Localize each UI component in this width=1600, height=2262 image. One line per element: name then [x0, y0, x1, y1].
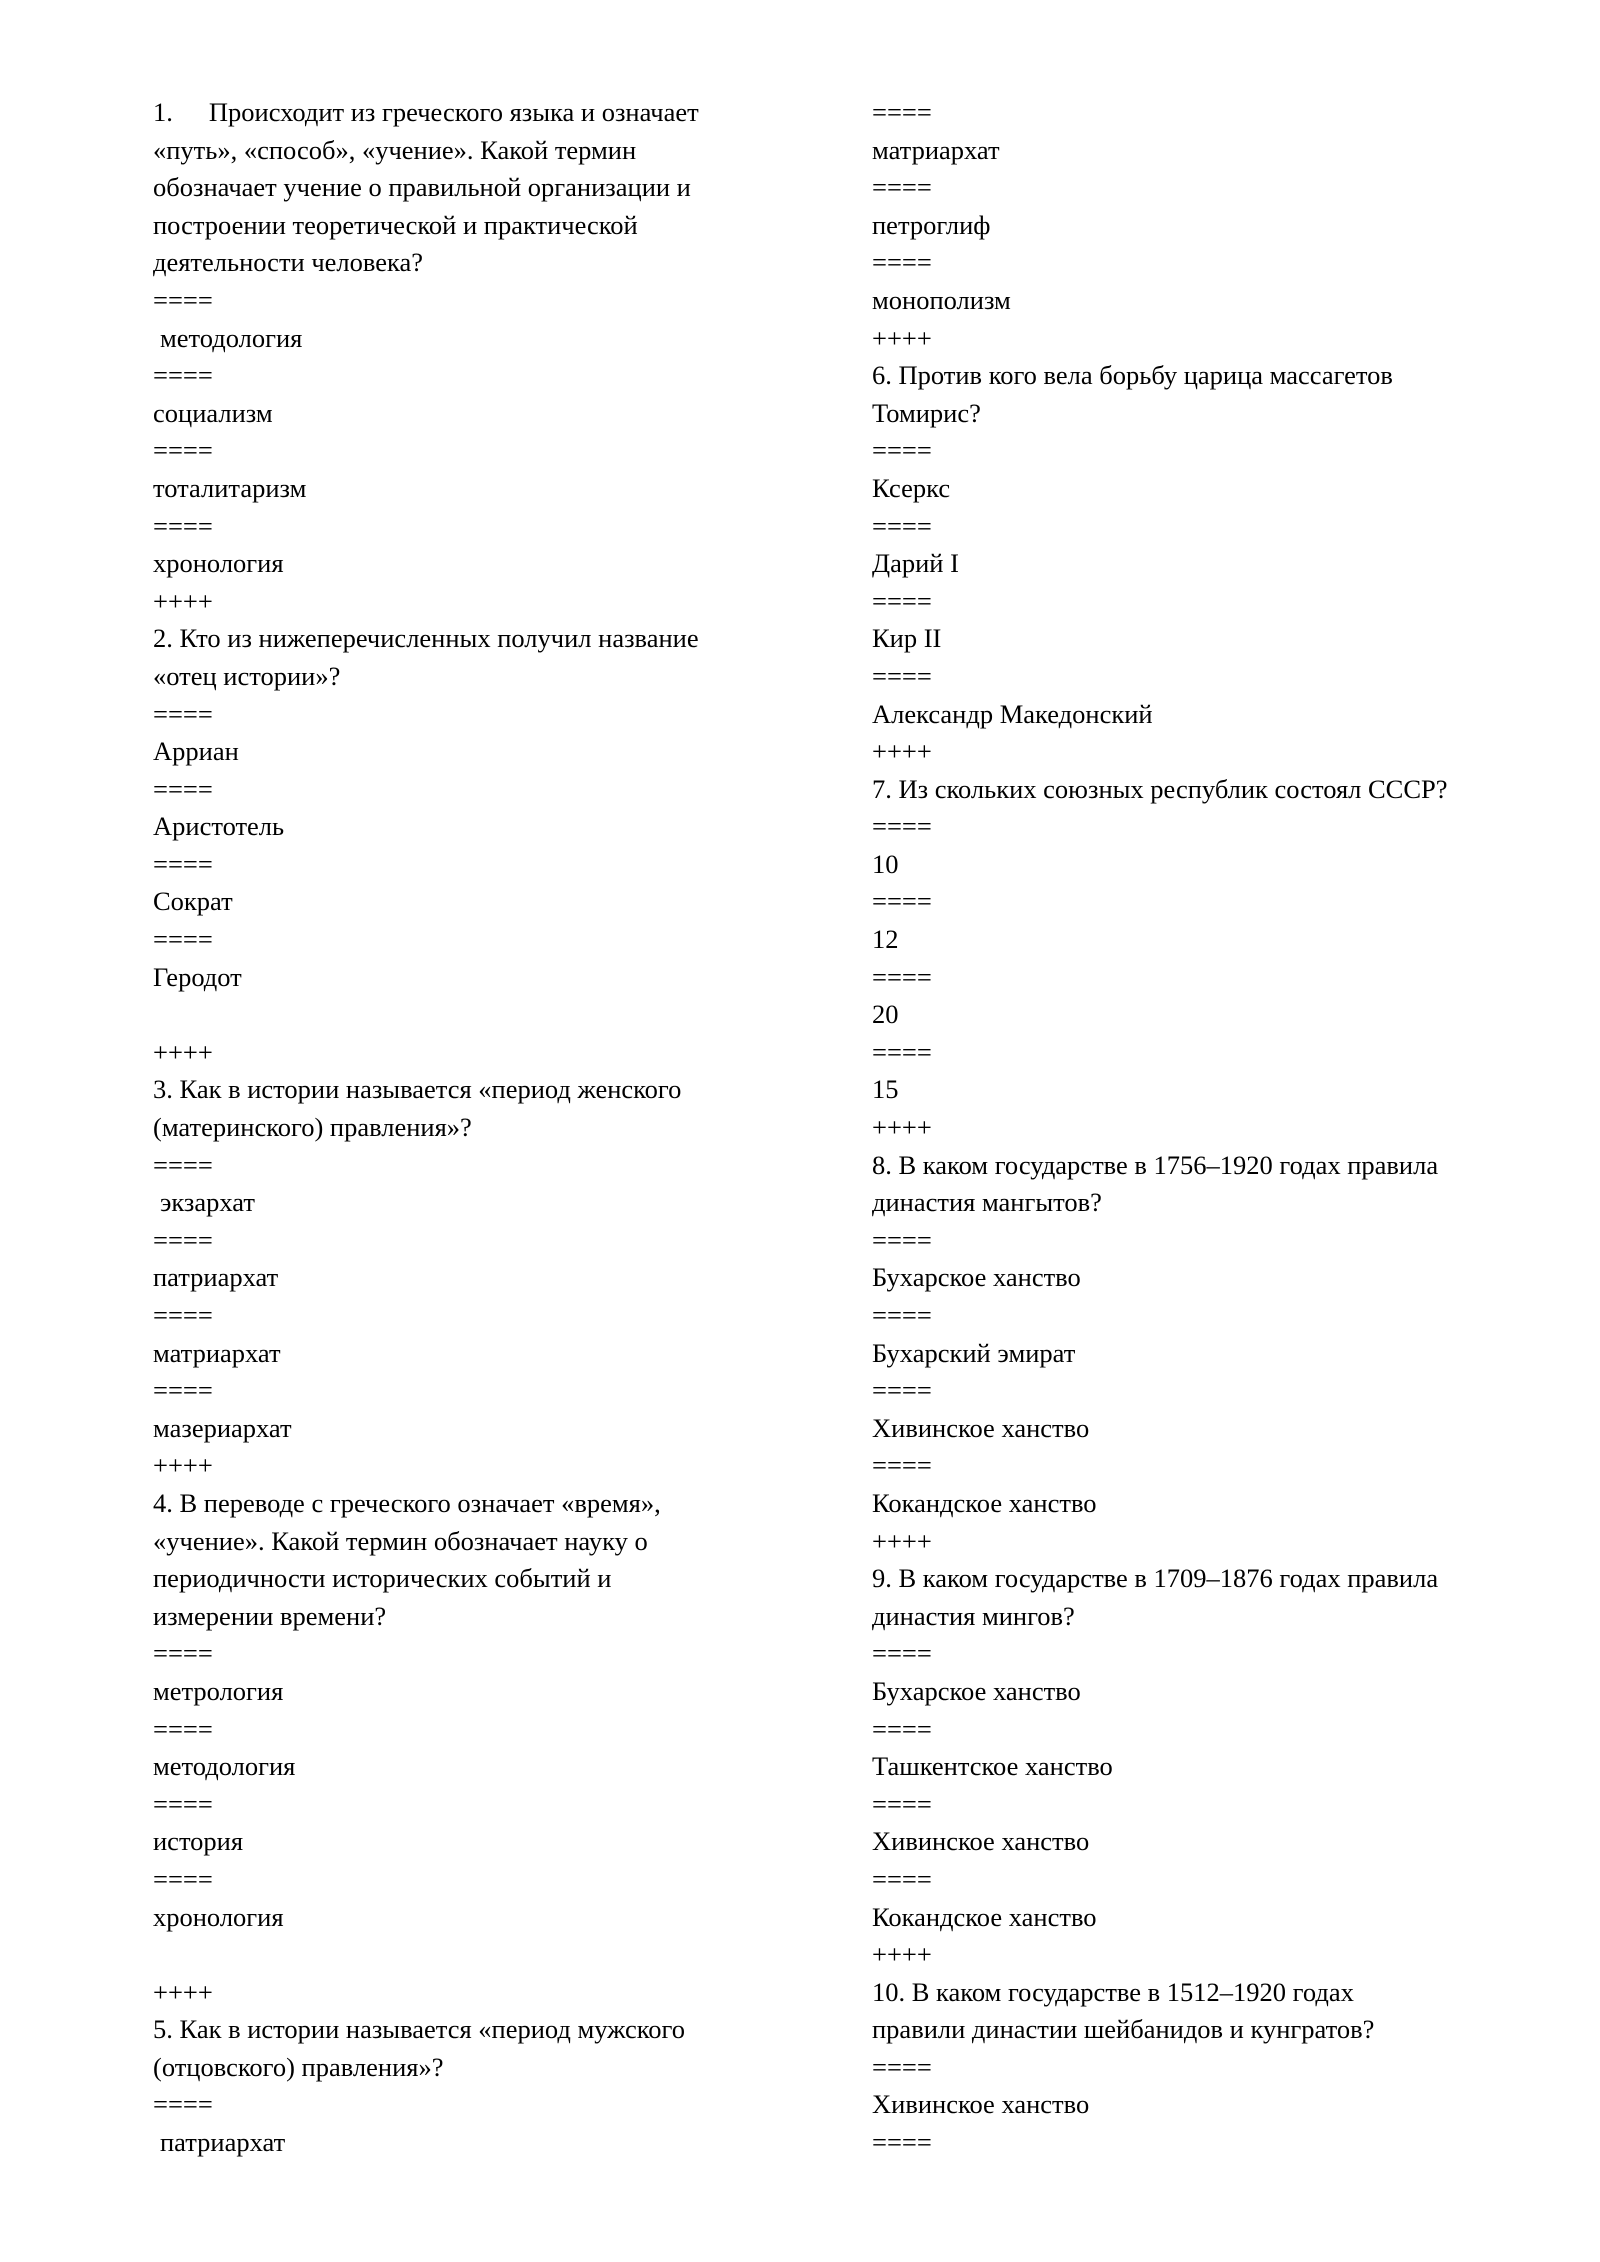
question-text-line: 9. В каком государстве в 1709–1876 годах правила: [872, 1563, 1439, 1594]
question-end-marker: ++++: [872, 1939, 932, 1970]
option-separator: ====: [153, 510, 213, 541]
answer-option: хронология: [153, 548, 284, 579]
question-text-line: «учение». Какой термин обозначает науку о: [153, 1525, 648, 1556]
question-text-line: Томирис?: [872, 397, 981, 428]
answer-option: патриархат: [153, 1262, 279, 1293]
question-text-line: деятельности человека?: [153, 247, 424, 278]
option-separator: ====: [872, 585, 932, 616]
option-separator: ====: [872, 1713, 932, 1744]
question-text-line: «путь», «способ», «учение». Какой термин: [153, 134, 637, 165]
answer-option: тоталитаризм: [153, 472, 307, 503]
question-end-marker: ++++: [153, 585, 213, 616]
blank-line: [153, 1936, 753, 1974]
answer-option: мазериархат: [153, 1412, 292, 1443]
option-separator: ====: [153, 360, 213, 391]
option-separator: ====: [872, 1036, 932, 1067]
answer-option: Бухарский эмират: [872, 1337, 1076, 1368]
option-separator: ====: [153, 1713, 213, 1744]
option-separator: ====: [153, 2089, 213, 2120]
answer-option: Аристотель: [153, 811, 285, 842]
option-separator: ====: [872, 1450, 932, 1481]
option-separator: ====: [153, 1149, 213, 1180]
answer-option: матриархат: [872, 134, 1000, 165]
question-text-line: (материнского) правления»?: [153, 1112, 472, 1143]
answer-option: Бухарское ханство: [872, 1675, 1081, 1706]
question-text-line: правили династии шейбанидов и кунгратов?: [872, 2014, 1375, 2045]
question-text-line: 6. Против кого вела борьбу царица массагетов: [872, 360, 1393, 391]
answer-option: Кокандское ханство: [872, 1487, 1097, 1518]
question-text: Происходит из греческого языка и означает: [208, 97, 699, 127]
option-separator: ====: [153, 1300, 213, 1330]
right-column: [872, 94, 1512, 2162]
option-separator: ====: [153, 435, 213, 466]
question-end-marker: ++++: [872, 322, 932, 353]
option-separator: ====: [872, 811, 932, 842]
option-separator: ====: [872, 660, 932, 691]
option-separator: ====: [872, 172, 932, 203]
option-separator: ====: [153, 848, 213, 879]
option-separator: ====: [153, 284, 213, 315]
answer-option: матриархат: [153, 1337, 281, 1368]
question-text-line: построении теоретической и практической: [153, 209, 638, 240]
answer-option: Дарий I: [872, 548, 959, 579]
question-end-marker: ++++: [153, 1036, 213, 1067]
answer-option: 10: [872, 848, 899, 879]
question-end-marker: ++++: [872, 1525, 932, 1556]
answer-option: 12: [872, 924, 899, 955]
answer-option: история: [153, 1826, 244, 1857]
answer-option: Геродот: [153, 961, 242, 992]
option-separator: ====: [872, 2127, 932, 2158]
option-separator: ====: [872, 1224, 932, 1255]
option-separator: ====: [872, 961, 932, 992]
option-separator: ====: [872, 1863, 932, 1894]
answer-option: Кокандское ханство: [872, 1901, 1097, 1932]
answer-option: методология: [160, 322, 303, 353]
question-end-marker: ++++: [872, 736, 932, 767]
answer-option: Сократ: [153, 886, 233, 917]
answer-option: Бухарское ханство: [872, 1262, 1081, 1293]
question-text-line: (отцовского) правления»?: [153, 2051, 444, 2082]
question-text-line: династия мангытов?: [872, 1187, 1102, 1218]
question-text-line: [153, 94, 753, 132]
option-separator: ====: [872, 1788, 932, 1819]
question-text-line: династия мингов?: [872, 1600, 1075, 1631]
option-separator: ====: [872, 1638, 932, 1669]
answer-option: Хивинское ханство: [872, 1412, 1090, 1443]
question-text-line: 4. В переводе с греческого означает «время»,: [153, 1487, 661, 1518]
option-separator: ====: [153, 773, 213, 804]
answer-option: Арриан: [153, 736, 239, 767]
question-text-line: периодичности исторических событий и: [153, 1563, 612, 1594]
answer-option: экзархат: [160, 1187, 255, 1218]
option-separator: ====: [872, 97, 932, 127]
option-separator: ====: [153, 698, 213, 729]
question-text-line: обозначает учение о правильной организации и: [153, 172, 691, 203]
question-end-marker: ++++: [153, 1976, 213, 2007]
question-end-marker: ++++: [153, 1450, 213, 1481]
answer-option: Ташкентское ханство: [872, 1751, 1113, 1782]
option-separator: ====: [872, 886, 932, 917]
question-text-line: 10. В каком государстве в 1512–1920 годах: [872, 1976, 1354, 2007]
answer-option: Александр Македонский: [872, 698, 1153, 729]
option-separator: ====: [872, 2051, 932, 2082]
option-separator: ====: [153, 1788, 213, 1819]
answer-option: Хивинское ханство: [872, 1826, 1090, 1857]
option-separator: ====: [872, 1300, 932, 1330]
answer-option: 15: [872, 1074, 899, 1105]
option-separator: ====: [872, 435, 932, 466]
answer-option: Хивинское ханство: [872, 2089, 1090, 2120]
option-separator: ====: [153, 1638, 213, 1669]
option-separator: ====: [153, 1375, 213, 1406]
question-text-line: 7. Из скольких союзных республик состоял СССР?: [872, 773, 1448, 804]
answer-option: патриархат: [160, 2127, 286, 2158]
answer-option: Кир II: [872, 623, 942, 654]
question-text-line: «отец истории»?: [153, 660, 341, 691]
option-separator: ====: [872, 510, 932, 541]
answer-option: монополизм: [872, 284, 1011, 315]
question-number: 1.: [153, 97, 173, 127]
answer-option: социализм: [153, 397, 273, 428]
question-text-line: измерении времени?: [153, 1600, 387, 1631]
blank-line: [153, 996, 753, 1034]
left-column: [153, 94, 753, 2162]
question-text-line: 2. Кто из нижеперечисленных получил название: [153, 623, 699, 654]
question-end-marker: ++++: [872, 1112, 932, 1143]
answer-option: петроглиф: [872, 209, 991, 240]
answer-option: Ксеркс: [872, 472, 951, 503]
answer-option: 20: [872, 999, 899, 1030]
answer-option: метрология: [153, 1675, 284, 1706]
answer-option: методология: [153, 1751, 296, 1782]
question-text-line: 8. В каком государстве в 1756–1920 годах правила: [872, 1149, 1439, 1180]
answer-option: хронология: [153, 1901, 284, 1932]
question-text-line: 3. Как в истории называется «период женского: [153, 1074, 682, 1105]
option-separator: ====: [153, 1863, 213, 1894]
option-separator: ====: [872, 247, 932, 278]
question-text-line: 5. Как в истории называется «период мужского: [153, 2014, 685, 2045]
option-separator: ====: [153, 924, 213, 955]
option-separator: ====: [153, 1224, 213, 1255]
option-separator: ====: [872, 1375, 932, 1406]
